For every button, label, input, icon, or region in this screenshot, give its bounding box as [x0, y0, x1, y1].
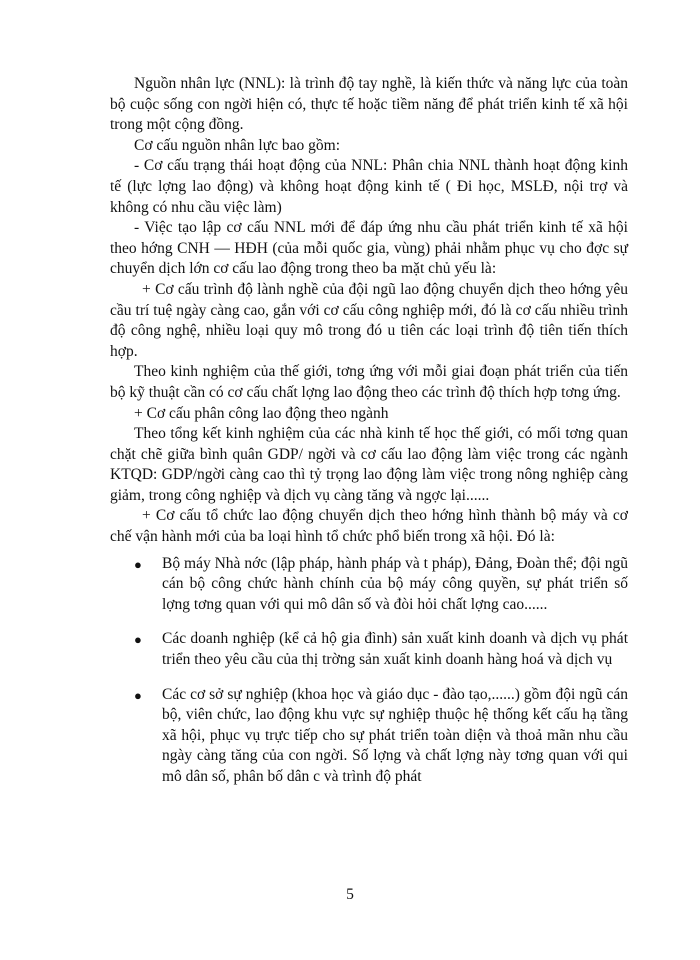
paragraph-nnl-definition: Nguồn nhân lực (NNL): là trình độ tay nghề, là kiến thức và năng lực của toàn bộ cuộc sống con ngời hiện có, thực tế hoặc tiềm năng để phát triển kinh tế xã hội trong một cộng đồng. [110, 75, 628, 134]
list-item [110, 554, 628, 616]
list-item [110, 629, 628, 670]
paragraph-organization-structure: + Cơ cấu tổ chức lao động chuyển dịch theo hớng hình thành bộ máy và cơ chế vận hành mới của ba loại hình tổ chức phổ biến trong xã hội. Đó là: [110, 507, 628, 546]
list-item [110, 685, 628, 788]
paragraph-structure-intro: Cơ cấu nguồn nhân lực bao gồm: [134, 136, 341, 154]
list-item-text: Các doanh nghiệp (kể cả hộ gia đình) sản xuất kinh doanh và dịch vụ phát triển theo yêu cầu của thị trờng sản xuất kinh doanh hàng hoá và dịch vụ [162, 630, 628, 669]
paragraph-gdp-correlation: Theo tổng kết kinh nghiệm của các nhà kinh tế học thế giới, có mối tơng quan chặt chẽ giữa bình quân GDP/ ngời và cơ cấu lao động làm việc trong các ngành KTQD: GDP/ngời càng cao thì tỷ trọng lao động làm việc trong nông nghiệp càng giảm, trong công nghiệp và dịch vụ càng tăng và ngợc lại...... [110, 425, 628, 504]
bullet-dot-icon: ● [134, 556, 142, 572]
list-item-text: Các cơ sở sự nghiệp (khoa học và giáo dục - đào tạo,......) gồm đội ngũ cán bộ, viên chức, lao động khu vực sự nghiệp thuộc hệ thống kết cấu hạ tầng xã hội, phục vụ trực tiếp cho sự phát triển toàn diện và thoả mãn nhu cầu ngày càng tăng của con ngời. Số lợng và chất lợng này tơng quan với qui mô dân số, phân bố dân c và trình độ phát [162, 685, 628, 785]
paragraph-world-experience: Theo kinh nghiệm của thế giới, tơng ứng với mỗi giai đoạn phát triển của tiến bộ kỹ thuật cần có cơ cấu chất lợng lao động theo các trình độ thích hợp tơng ứng. [110, 363, 628, 401]
page-number: 5 [346, 886, 354, 903]
paragraph-sector-division: + Cơ cấu phân công lao động theo ngành [134, 404, 389, 422]
bullet-dot-icon: ● [134, 632, 142, 648]
body-text [110, 74, 628, 802]
list-item-text: Bộ máy Nhà nớc (lập pháp, hành pháp và t pháp), Đảng, Đoàn thể; đội ngũ cán bộ công chức hành chính của bộ máy công quyền, sự phát triển số lợng tơng quan với qui mô dân số và đòi hỏi chất lợng cao...... [162, 554, 628, 613]
paragraph-activity-structure: - Cơ cấu trạng thái hoạt động của NNL: Phân chia NNL thành hoạt động kinh tế (lực lợng lao động) và không hoạt động kinh tế ( Đi học, MSLĐ, nội trợ và không có nhu cầu việc làm) [110, 157, 628, 216]
paragraph-new-structure: - Việc tạo lập cơ cấu NNL mới để đáp ứng nhu cầu phát triển kinh tế xã hội theo hớng CNH — HĐH (của mỗi quốc gia, vùng) phải nhằm phục vụ cho đợc sự chuyển dịch lớn cơ cấu lao động trong theo ba mặt chủ yếu là: [110, 219, 628, 278]
bullet-dot-icon: ● [134, 687, 142, 703]
paragraph-skill-structure: + Cơ cấu trình độ lành nghề của đội ngũ lao động chuyển dịch theo hớng yêu cầu trí tuệ ngày càng cao, gắn với cơ cấu công nghiệp mới, đó là cơ cấu nhiều trình độ công nghệ, nhiều loại quy mô trong đó u tiên các loại trình độ tiên tiến thích hợp. [110, 280, 628, 360]
organization-list [110, 554, 628, 788]
